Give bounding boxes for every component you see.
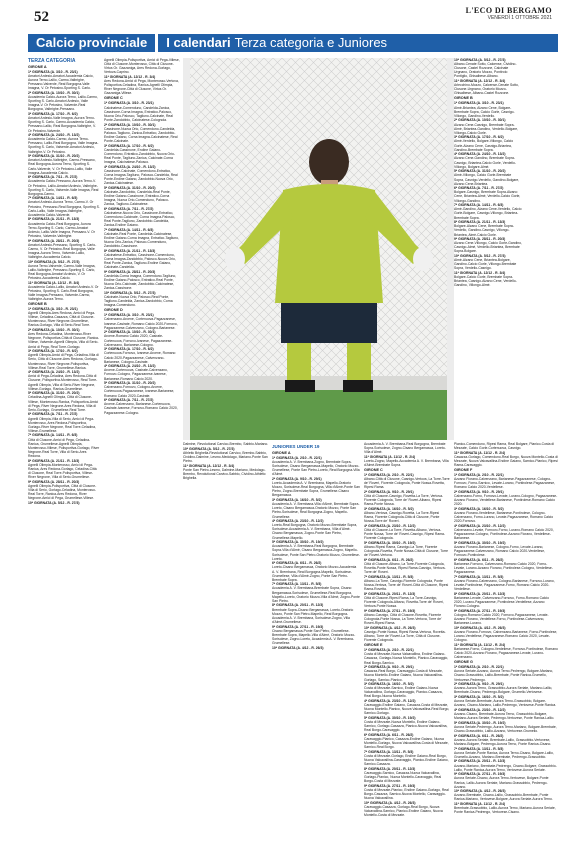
fixture-list: Arcene-Romano Calcio 2020, Casirate-Cortenuova, Fornovo-Ivanese, Pagazzanese-Calvenzano, Barianese-Cologno. (104, 334, 173, 347)
fixture-list: Amatori Ardesio-Valbrighe, Carmo-Pressano, Real Borgogna-Aurora Terno, Sporting S. Carlo-Valverde, V. Or Petosino-Lallio, Valle Imagna-Accademia Calcio. (28, 158, 96, 175)
fixture-list: Alzano Cene-Villongo, Calcio Gorle-Gandino, Casnigo-Almè, Verdello-Briantea, Brembate Sopra-Bolgare. (454, 241, 522, 254)
goalkeeper-photo (183, 58, 454, 440)
fixture-list: Almè-Alzano Cene, Briantea-Bolgare, Gandino-Calcio Gorle, Villongo-Brembate Sopra, Verdello-Casnigo. (454, 258, 517, 271)
fixture-list: Candelda-Cassinone, Endine Gaiano-Comenduno, Entratico-Zandobbio, Nuova Orio-Real Ponte, Tagliuno-Zanica, Calcinate-Corna Imagna, Calcinatese-Palosco. (104, 147, 176, 164)
fixture-list: Azzano Fiorano-Verdellese, Barianese-Pontirolese, Cologno-Calvenzano, Forno-Lurano, Levate-Pagazzanese, Romano Calcio 2020-Fornovo. (454, 511, 554, 524)
fixture-list: Calcinate-Real Ponte, Candelda-Calcinatese, Endine Gaiano-Corna Imagna, Entratico-Tagliuno, Nuova Orio-Zanica, Palosco-Comenduno, Zandobbio-Cassinone. (104, 231, 180, 249)
matchday-heading: 9ª GIORNATA (A. 28/11 - R. 20/3) (28, 238, 80, 243)
matchday-heading: 7ª GIORNATA (A. 14/11 - R. 6/3) (454, 203, 504, 208)
matchday-heading: 3ª GIORNATA (A. 16/10 - R. 5/2) (272, 498, 322, 503)
fixture-list: Athletic Brighella-Revolutional Carvico, Brembo-Sabbio, Cividino-Dalmine, Lesmo-Medolago, Mariano-Ponte San Pietro. (183, 450, 268, 463)
fixture-list: Città di Clusone-La Torre, Rovetta-Albano, Vertova-Ponte Nossa, Torre de' Roveri-Casnigo, Ripesi Rama-Fiorente Colognola. (364, 528, 446, 541)
matchday-heading: 10ª GIORNATA (A. 5/12 - R. 27/3) (28, 259, 80, 264)
column-4 (183, 442, 269, 572)
category-heading: JUNIORES UNDER 19 (272, 444, 320, 449)
matchday-heading: 3ª GIORNATA (A. 16/10 - R. 5/2) (364, 507, 414, 512)
matchday-heading: 2ª GIORNATA (A. 10/10 - R. 30/1) (104, 330, 156, 335)
matchday-heading: 3ª GIORNATA (A. 17/10 - R. 6/2) (28, 112, 78, 117)
matchday-heading: 10ª GIORNATA (A. 4/12 - R. 26/3) (364, 625, 416, 630)
fixture-list: Aurora Terno-Valverde, Carmo-Valle Imagna, Lallio-Valbrighe, Pressano-Sporting S. Carlo, Real Borgogna-Amatori Ardesio, V. Or Petosino-Accademia Calcio. (28, 263, 96, 280)
title-bold: I calendari (166, 35, 231, 50)
fixture-list: Costa di Mezzate-Sarnico, Endine Gaiano-Nuova Valcavallina, Gorlago-Caravaggio, Pianico-Casazza, Real Borgo-Nuova Montello. (364, 686, 443, 699)
fixture-list: Loreto-Cisano Bergamasca, Oratorio Mozzo-Accademia A. V. Brembana, Real Borgogna-Mapello, Sorisolese-Grumellese, Villa d'Almè-Zogno, Ponte San Pietro-Brembate Sopra. (272, 565, 357, 582)
fixture-list: Ponte San Pietro-Lesmo, Dalmine-Mariano, Medolago-Brembo, Revolutional Carvico-Sabbio, Cividino-Athletic Brighella. (183, 467, 266, 480)
fixture-list: Calvenzano-Levate, Fornovo-Forno, Lurano-Romano Calcio 2020, Pagazzanese-Cologno, Pontirolese-Azzano Fiorano, Verdellese-Barianese. (454, 528, 554, 541)
matchday-heading: 3ª GIORNATA (A. 16/10 - R. 5/2) (364, 682, 414, 687)
fixture-list: Pianico-Comenduno, Ripesi Rama, Real Bolgare, Pianico-Costa di Mezzate, Calcio Gorle-Cortenuova, Casnigo. (454, 442, 555, 451)
fixture-list: Caravaggio-Endine Gaiano, Casazza-Costa di Mezzate, Nuova Montello-Pianico, Nuova Valcavallina-Real Borgo, Sarnico-Gorlago. (364, 703, 450, 716)
matchday-heading: 4ª GIORNATA (A. 24/10 - R. 13/2) (28, 370, 80, 375)
matchday-heading: 4ª GIORNATA (A. 23/10 - R. 12/2) (364, 524, 416, 529)
matchday-heading: 6ª GIORNATA (A. 7/11 - R. 27/2) (28, 412, 78, 417)
fixture-list: Albano-Vertova, Casnigo-Rovetta, La Torre-Ripesi Rama, Fiorente Colognola-Città di Clusone, Ponte Nossa-Torre de' Roveri. (364, 511, 440, 524)
fixture-list: Arcene-Cortenuova, Casirate-Calvenzano, Fornovo-Cologno, Pagazzanese-Ivanese, Barianese-Romano Calcio 2020. (104, 368, 168, 381)
matchday-heading: 5ª GIORNATA (A. 30/10 - R. 19/2) (364, 716, 416, 721)
matchday-heading: 6ª GIORNATA (A. 6/11 - R. 26/2) (454, 733, 504, 738)
column-6-lower (364, 442, 450, 842)
fixture-list: Città di Clusone-Ripesi Rama, La Torre-Casnigo, Fiorente Colognola-Albano, Rovetta-Torre de' Roveri, Vertova-Ponte Nossa. (364, 596, 444, 609)
fixture-list: Albano-La Torre, Casnigo-Fiorente Colognola, Ponte Nossa-Vertova, Torre de' Roveri-Città di Clusone, Ripesi Rama-Rovetta. (364, 579, 449, 592)
fixture-list: Azzano-Mariano, Brembate-Pedrengo, Cisano-Bolgare, Grassobbio-Lallio, Ponte Ranica-Aurora Terno, Vertovese-Aurora Seriate. (454, 763, 557, 772)
fixture-list: Brembate-Grassobbio, Lallio-Aurora Terno, Mariano-Aurora Seriate, Ponte Ranica-Pedrengo, Vertovese-Cisano. (454, 806, 556, 815)
matchday-heading: 10ª GIORNATA (A. 4/12 - R. 26/3) (364, 800, 416, 805)
matchday-heading: 1ª GIORNATA (A. 2/10 - R. 22/1) (364, 648, 414, 653)
fixture-list: Calcinatese-Nuova Orio, Cassinone-Entratico, Comenduno-Calcinate, Corna Imagna-Palosco, Real Ponte-Tagliuno, Zandobbio-Candelda, Zanica-Endine Gaiano. (104, 210, 176, 228)
group-heading: GIRONE B (28, 302, 47, 307)
fixture-list: Aurora Seriate-Azzano, Aurora Terno-Pedrengo, Bolgare-Mariano, Cisano-Grassobbio, Lallio-Brembate, Ponte Ranica-Grumello, Vertovese-Pedrengo. (454, 669, 554, 682)
group-heading: GIRONE A (272, 451, 291, 455)
matchday-heading: 11ª GIORNATA (A. 11/12 - R. 2/4) (454, 642, 506, 647)
matchday-heading: 3ª GIORNATA (A. 17/10 - R. 6/2) (454, 135, 504, 140)
fixture-list: Città di Clusone-Casnigo, Rovetta-La Torre, Vertova-Fiorente Colognola, Torre de' Roveri-Albano, Ripesi Rama-Ponte Nossa. (364, 494, 444, 507)
fixture-list: Dalmine, Revolutional Carvico-Brembo, Sabbio-Mariano. (183, 442, 269, 446)
fixture-list: Azzano-Cisano, Brembate-Aurora Terno, Grassobbio-Bolgare, Mariano-Aurora Seriate, Pedrengo-Vertovese, Ponte Ranica-Lallio. (454, 712, 555, 721)
fixture-list: Agnelli Olimpia-Ares Redona, Amici di Pega-Villese, Celadina-Casazza, Città di Clusone-Monterosso, River Negrone-Grumellese, Ranica-Gorlago, Villa di Serio-Real Torre. (28, 311, 96, 328)
matchday-heading: 9ª GIORNATA (A. 27/11 - R. 19/3) (454, 772, 506, 777)
matchday-heading: 8ª GIORNATA (A. 20/11 - R. 12/3) (272, 603, 324, 608)
fixture-list: Città di Clusone-Amici di Pega, Celadina-Ranica, Grumellese-Agnelli Olimpia, Monterosso-Villese, Polisportiva-Gorlago, River Negrone-Real Torre, Villa di Serio-Ares Redona. (28, 437, 100, 458)
fixture-list: Agnelli Olimpia-Amici di Pega, Celadina-Villa di Serio, Città di Clusone-Ares Redona, Gorlago-Monterosso, River Negrone-Polisportiva, Villese-Real Torre, Grumellese-Ranica. (28, 353, 99, 370)
matchday-heading: 9ª GIORNATA (A. 27/11 - R. 19/3) (364, 608, 416, 613)
fixture-list: Albano-Cenate Sotto, Calcense, Cividino-Clusone, Castel Rozzone, Calcinate Urgnano, Oratorio Mozzo, Pontirolo Pontiglio, Ghisalbese-Albano. (454, 62, 517, 79)
fixture-list: Aurora Seriate-Pedrengo, Aurora Terno-Mariano, Bolgare-Brembate, Cisano-Grassobbio, Lallio-Azzano, Vertovese-Grumello. (454, 724, 557, 733)
matchday-heading: 2ª GIORNATA (A. 9/10 - R. 29/1) (454, 490, 504, 495)
group-heading: GIRONE G (454, 660, 473, 665)
fixture-list: Accademia A. V. Brembana-Real Borgogna, Brembate Sopra-Sorisolese, Zogno-Cisano Bergamasca, Loreto-Villa d'Almè. (364, 442, 446, 455)
matchday-heading: 4ª GIORNATA (A. 23/10 - R. 12/2) (454, 707, 506, 712)
group-heading: GIRONE C (104, 96, 123, 101)
page-number: 52 (34, 9, 49, 25)
fixture-list: Accademia Calcio-Aurora Terno, Lallio-Carmo, Sporting S. Carlo-Amatori Ardesio, Valle Imagna-V. Or Petosino, Valverde-Real Borgogna, Valbrighe-Pressano. (28, 95, 98, 112)
fixture-list: Agnelli Olimpia-Polisportiva, Amici di Pega-Villese, Città di Clusone-Monterosso, Città di Clusone-Virtus Or. Gazzaniga, Ares Redona-Gorlago, Vertova-Caprino. (104, 58, 180, 75)
matchday-heading: 9ª GIORNATA (A. 27/11 - R. 19/3) (454, 608, 506, 613)
matchday-heading: 2ª GIORNATA (A. 9/10 - R. 29/1) (454, 682, 504, 687)
matchday-heading: 4ª GIORNATA (A. 24/10 - R. 13/2) (28, 133, 80, 138)
section-banner (28, 34, 558, 52)
section-name: Calcio provinciale (28, 34, 155, 52)
group-heading: GIRONE B (454, 96, 473, 101)
fixture-list: Aurora Seriate-Ponte Ranica, Aurora Terno-Cisano, Bolgare-Lallio, Grumello-Azzano, Mariano-Brembate, Pedrengo-Grassobbio. (454, 750, 554, 759)
matchday-heading: 1ª GIORNATA (A. 3/10 - R. 23/1) (104, 313, 154, 318)
fixture-list: Costa di Mezzate-Pianico, Endine Gaiano-Gorlago, Real Borgo-Casazza, Sarnico-Nuova Montello, Caravaggio-Nuova Valcavallina. (364, 788, 449, 801)
matchday-heading: 7ª GIORNATA (A. 13/11 - R. 5/3) (364, 574, 414, 579)
matchday-heading: 5ª GIORNATA (A. 31/10 - R. 20/2) (28, 391, 80, 396)
fixture-list: Amatori Ardesio-Valle Imagna, Aurora Terno-Sporting S. Carlo, Carmo-Accademia Calcio, Pressano-Lallio, Real Borgogna-Valbrighe, V. Or Petosino-Valverde. (28, 116, 96, 133)
fixture-list: Casazza-Real Borgo, Caravaggio-Costa di Mezzate, Nuova Montello-Endine Gaiano, Nuova Valcavallina-Gorlago, Sarnico-Pianico. (364, 669, 443, 682)
category-heading: TERZA CATEGORIA (28, 58, 76, 64)
matchday-heading: 5ª GIORNATA (A. 30/10 - R. 19/2) (454, 541, 506, 546)
fixture-list: Celadina-Agnelli Olimpia, Città di Clusone-Villese, Monterosso-Ranica, Polisportiva-Amici di Pega, River Negrone-Ares Redona, Villa di Serio-Gorlago, Grumellese-Real Torre. (28, 395, 99, 412)
fixture-list: Arlecchino-Mozzo, Calcense-Cenate Sotto, Clusone-Urgnano, Oratorio Mozzo-Ghisalbese, Albano-Castel Rozzone. (454, 83, 519, 96)
matchday-heading: 10ª GIORNATA (A. 5/12 - R. 27/3) (454, 254, 506, 259)
fixture-list: Ares Redona-Amici di Pega, Monterosso-Vertova, Polisportiva-Celadina, Ranica-Agnelli Olimpia, River Negrone-Città di Clusone, Virtus Or. Gazzaniga-Villese. (104, 79, 179, 96)
matchday-heading: 3ª GIORNATA (A. 16/10 - R. 5/2) (454, 695, 504, 700)
fixture-list: Almè-Verdello, Bolgare-Villongo, Calcio Gorle-Alzano Cene, Casnigo-Briantea, Gandino-Brembate Sopra. (454, 139, 514, 152)
fixture-list: Alzano Cene-Casnigo, Brembate Sopra-Almè, Briantea-Gandino, Verdello-Bolgare, Villongo-Calcio Gorle. (454, 122, 519, 135)
title-light: Terza categoria e Juniores (234, 35, 388, 50)
fixture-list: Barianese-Forno, Cologno-Verdellese, Fornovo-Pontirolese, Romano Calcio 2020-Azzano Fiorano, Pagazzanese-Levate, Lurano-Calvenzano. (454, 646, 558, 660)
matchday-heading: 4ª GIORNATA (A. 24/10 - R. 13/2) (104, 364, 156, 369)
matchday-heading: 4ª GIORNATA (A. 24/10 - R. 13/2) (104, 164, 156, 169)
matchday-heading: 9ª GIORNATA (A. 28/11 - R. 20/3) (454, 237, 506, 242)
matchday-heading: 6ª GIORNATA (A. 7/11 - R. 27/2) (104, 206, 154, 211)
fixture-list: Calvenzano-Forno, Fornovo-Levate, Lurano-Cologno, Pagazzanese-Azzano Fiorano, Verdellese-Barianese, Pontirolese-Romano Calcio 2020. (454, 494, 558, 507)
fixture-list: Casazza-Gorlago, Comenduno-Real Borgo, Nuova Montello-Costa di Mezzate, Nuova Valcavallina-Endine Gaiano, Sarnico-Pianico, Ripesi Rama-Caravaggio. (454, 454, 558, 468)
matchday-heading: 6ª GIORNATA (A. 6/11 - R. 26/2) (364, 733, 414, 738)
fixture-list: Accademia Calcio-Carmo, Aurora Terno-Pressano, Lallio-Real Borgogna, Valle Imagna-Sporting S. Carlo, Valverde-Amatori Ardesio, Valbrighe-V. Or Petosino. (28, 137, 99, 154)
column-1 (28, 58, 100, 843)
fixture-list: Accademia Calcio-Lallio, Amatori Ardesio-V. Or Petosino, Sporting S. Carlo-Real Borgogna, Valle Imagna-Pressano, Valverde-Carmo, Valbrighe-Aurora Terno. (28, 284, 99, 301)
fixture-list: Accademia Calcio-Real Borgogna, Aurora Terno-Sporting S. Carlo, Carmo-Amatori Ardesio, Lallio-Valle Imagna, Pressano-V. Or Petosino, Valverde-Valbrighe. (28, 221, 95, 238)
fixture-list: Almè-Briantea, Alzano Cene, Bolgare-Brembate Sopra, Calcio Gorle, Casnigo-Villongo, Gandino-Verdello. (454, 105, 515, 118)
matchday-heading: 9ª GIORNATA (A. 27/11 - R. 19/3) (272, 624, 324, 629)
fixture-list: Calcinatese-Comenduno, Candelda-Zanica, Cassinone-Corna Imagna, Entratico-Palosco, Nuova Orio-Palosco, Tagliuno-Calcinate, Real Ponte-Zandobbio, Calcinatese-Colognola. (104, 105, 173, 122)
fixture-list: Barianese-Fornovo, Calvenzano-Romano Calcio 2020, Forno-Levate, Lurano-Azzano Fiorano, Pontirolese-Cologno, Verdellese-Pagazzanese. (454, 562, 553, 575)
matchday-heading: 3ª GIORNATA (A. 17/10 - R. 6/2) (104, 143, 154, 148)
fixture-list: Azzano-Aurora Seriate, Brembate-Lallio, Grassobbio-Vertovese, Mariano-Bolgare, Pedrengo-Aurora Terno, Ponte Ranica-Cisano. (454, 737, 552, 746)
matchday-heading: 2ª GIORNATA (A. 10/10 - R. 30/1) (104, 122, 156, 127)
fixture-list: Azzano Fiorano-Barianese, Cologno-Forno, Levate-Lurano, Pagazzanese-Calvenzano, Romano Calcio 2020-Verdellese, Fornovo-Pontirolese. (454, 545, 546, 558)
matchday-heading: 5ª GIORNATA (A. 31/10 - R. 20/2) (454, 169, 506, 174)
fixture-list: Amici di Pega-Celadina, Ares Redona-Città di Clusone, Polisportiva-Monterosso, Real Torre-Agnelli Olimpia, Villa di Serio-River Negrone, Villese-Gorlago, Ranica-Grumellese. (28, 374, 98, 391)
matchday-heading: 6ª GIORNATA (A. 6/11 - R. 26/2) (272, 561, 322, 566)
matchday-heading: 5ª GIORNATA (A. 30/10 - R. 19/2) (364, 541, 416, 546)
fixture-list: Accademia Calcio-Pressano, Aurora Terno-V. Or Petosino, Lallio-Amatori Ardesio, Valbrighe-Sporting S. Carlo, Valverde-Valle Imagna, Real Borgogna-Carmo. (28, 179, 99, 196)
fixture-list: Arcene-Calvenzano, Barianese-Cortenuova, Casirate-Ivanese, Fornovo-Romano Calcio 2020, Pagazzanese-Cologno. (104, 402, 178, 415)
group-heading: GIRONE D (104, 308, 123, 313)
matchday-heading: 5ª GIORNATA (A. 30/10 - R. 19/2) (272, 540, 324, 545)
matchday-heading: 1ª GIORNATA (A. 2/10 - R. 22/1) (454, 665, 504, 670)
fixture-list: Agnelli Olimpia-Monterosso, Amici di Pega-Ranica, Ares Redona-Gorlago, Celadina-Città di Clusone, Real Torre-Polisportiva, Villese-River Negrone, Villa di Serio-Grumellese. (28, 462, 97, 479)
matchday-heading: 10ª GIORNATA (A. 5/12 - R. 27/3) (104, 291, 156, 295)
fixture-list: Accademia A. V. Brembana-Villa d'Almè, Brembate Sopra-Loreto, Cisano Bergamasca-Oratorio Mozzo, Ponte San Pietro-Sorisolese, Real Borgogna-Zogno, Mapello-Grumellese. (272, 502, 360, 519)
matchday-heading: 7ª GIORNATA (A. 13/11 - R. 5/3) (364, 750, 414, 755)
page-header (0, 0, 580, 34)
matchday-heading: 10ª GIORNATA (A. 5/12 - R. 27/3) (454, 58, 506, 62)
matchday-heading: 9ª GIORNATA (A. 28/11 - R. 20/3) (104, 269, 156, 274)
matchday-heading: 2ª GIORNATA (A. 9/10 - R. 29/1) (364, 665, 414, 670)
matchday-heading: 8ª GIORNATA (A. 21/11 - R. 13/3) (28, 458, 80, 463)
fixture-list: Azzano-Aurora Terno, Grassobbio-Aurora Seriate, Mariano-Lallio, Brembate-Cisano, Pedrengo-Bolgare, Grumello-Vertovese. (454, 686, 553, 695)
fixture-list: Caravaggio-Sarnico, Casazza-Nuova Valcavallina, Gorlago-Pianico, Nuova Montello-Caravaggio, Real Borgo-Costa di Mezzate. (364, 771, 442, 784)
matchday-heading: 2ª GIORNATA (A. 9/10 - R. 29/1) (364, 490, 414, 495)
fixture-list: Amatori Ardesio-Amatori Accademia Calcio, Aurora Terno-Lallio, Carmo-Valbrighe, Pressano-Valverde, Real Borgogna-Valle Imagna, V. Or Petosino-Sporting S. Carlo. (28, 74, 94, 91)
fixture-list: Cortenuova-Fornovo, Ivanese-Arcene, Romano Calcio 2020-Pagazzanese, Calvenzano-Barianese, Cologno-Casirate. (104, 351, 176, 364)
matchday-heading: 11ª GIORNATA (A. 11/12 - R. 2/4) (454, 802, 506, 807)
fixture-list: Loreto-Accademia A. V. Brembana, Mapello-Oratorio Mozzo, Sorisolese-Real Borgogna, Villa d'Almè-Ponte San Pietro, Zogno-Brembate Sopra, Grumellese-Cisano Bergamasca. (272, 481, 360, 498)
matchday-heading: 11ª GIORNATA (A. 11/12 - R. 2/4) (364, 454, 416, 459)
goalkeeper-photo-icon (183, 58, 454, 440)
fixture-list: Costa di Mezzate-Nuova Montello, Endine Gaiano-Sarnico, Gorlago-Casazza, Pianico-Nuova Valcavallina, Real Borgo-Caravaggio. (364, 720, 448, 733)
matchday-heading: 10ª GIORNATA (A. 4/12 - R. 26/3) (454, 789, 506, 794)
matchday-heading: 11ª GIORNATA (A. 12/12 - R. 3/4) (183, 463, 235, 468)
fixture-list: Ares Redona-Celadina, Monterosso-River Negrone, Polisportiva-Città di Clusone, Ranica-Villese, Valverde-Agnelli Olimpia, Villa di Serio-Amici di Pega, Real Torre-Gorlago. (28, 332, 100, 349)
fixture-list: Casnigo-Ponte Nossa, Ripesi Rama-Vertova, Rovetta-Albano, Torre de' Roveri-La Torre, Città di Clusone-Fiorente Colognola. (364, 629, 446, 643)
matchday-heading: 8ª GIORNATA (A. 21/11 - R. 13/3) (104, 248, 156, 253)
fixture-list: Albano-Ripesi Rama, Casnigo-La Torre, Fiorente Colognola-Rovetta, Ponte Nossa-Città di Clusone, Torre de' Roveri-Vertova. (364, 545, 448, 558)
fixture-list: Candelda-Corna Imagna, Comenduno-Tagliuno, Endine Gaiano-Palosco, Entratico-Real Ponte, Nuova Orio-Calcinate, Zandobbio-Calcinatese, Zanica-Cassinone. (104, 274, 177, 291)
matchday-heading: 6ª GIORNATA (A. 6/11 - R. 26/2) (364, 558, 414, 562)
matchday-heading: 10ª GIORNATA (A. 4/12 - R. 26/3) (272, 645, 324, 650)
matchday-heading: 7ª GIORNATA (A. 13/11 - R. 5/3) (454, 574, 504, 579)
fixture-list: Azzano-Brembate, Cisano-Lallio, Grassobbio-Brembate, Ponte Ranica-Mariano, Vertovese-Bolgare, Aurora Seriate-Aurora Terno. (454, 793, 553, 802)
issue-date: VENERDÌ 1 OTTOBRE 2021 (487, 15, 552, 21)
column-7-lower (454, 442, 558, 842)
matchday-heading: 7ª GIORNATA (A. 13/11 - R. 5/3) (454, 746, 504, 751)
matchday-heading: 7ª GIORNATA (A. 13/11 - R. 5/3) (272, 582, 322, 587)
matchday-heading: 2ª GIORNATA (A. 10/10 - R. 30/1) (28, 91, 80, 96)
matchday-heading: 11ª GIORNATA (A. 12/12 - R. 3/4) (28, 280, 80, 285)
matchday-heading: 1ª GIORNATA (A. 2/10 - R. 22/1) (364, 473, 414, 478)
matchday-heading: 4ª GIORNATA (A. 23/10 - R. 12/2) (272, 519, 324, 524)
fixture-list: Azzano Fiorano-Fornovo, Calvenzano-Barianese, Forno-Pontirolese, Lurano-Verdellese, Pagazzanese-Romano Calcio 2020, Levate-Cologno. (454, 629, 558, 643)
matchday-heading: 1ª GIORNATA (A. 3/10 - R. 23/1) (28, 70, 78, 74)
fixture-list: Cologno-Romano Calcio 2020, Fornovo-Pagazzanese, Levate-Azzano Fiorano, Verdellese-Forno, Pontirolese-Calvenzano, Barianese-Lurano. (454, 613, 549, 626)
fixture-list: Brembate Sopra-Cisano Bergamasca, Loreto-Oratorio Mozzo, Ponte San Pietro-Mapello, Real Borgogna-Accademia A. V. Brembana, Sorisolese-Zogno, Villa d'Almè-Grumellese. (272, 607, 354, 624)
fixture-list: Aurora Seriate-Brembate, Aurora Terno-Grassobbio, Bolgare-Azzano, Cisano-Mariano, Lallio-Pedrengo, Vertovese-Ponte Ranica. (454, 699, 557, 708)
fixture-list: Accademia A. V. Brembana-Zogno, Brembate Sopra-Sorisolese, Cisano Bergamasca-Mapello, Oratorio Mozzo-Grumellese, Ponte San Pietro-Loreto, Real Borgogna-Villa d'Almè. (272, 460, 360, 477)
matchday-heading: 9ª GIORNATA (A. 28/11 - R. 20/3) (28, 479, 80, 484)
matchday-heading: 5ª GIORNATA (A. 31/10 - R. 20/2) (104, 381, 156, 386)
matchday-heading: 1ª GIORNATA (A. 3/10 - R. 23/1) (28, 307, 78, 312)
fixture-list: Bolgare-Calcio Gorle, Brembate Sopra-Briantea, Casnigo-Alzano Cene, Verdello-Gandino, Villongo-Almè. (454, 275, 517, 288)
fixture-list: Accademia A. V. Brembana-Real Borgogna, Brembate Sopra-Villa d'Almè, Cisano Bergamasca-Zogno, Mapello-Sorisolese, Ponte San Pietro-Oratorio Mozzo, Grumellese-Loreto. (272, 544, 360, 561)
matchday-heading: 1ª GIORNATA (A. 3/10 - R. 23/1) (454, 101, 504, 106)
matchday-heading: 8ª GIORNATA (A. 20/11 - R. 12/3) (454, 759, 506, 764)
matchday-heading: 5ª GIORNATA (A. 31/10 - R. 20/2) (104, 185, 156, 190)
fixture-list: Alzano Cene-Gandino, Brembate Sopra-Casnigo, Briantea-Calcio Gorle, Verdello-Villongo, Bolgare-Almè. (454, 156, 517, 169)
fixture-list: Almè-Gandino, Alzano Cene-Verdello, Calcio Gorle-Bolgare, Casnigo-Villongo, Briantea-Brembate Sopra. (454, 207, 522, 220)
fixture-list: Calvenzano-Fornovo, Cologno-Arcene, Cortenuova-Pagazzanese, Ivanese-Barianese, Romano Calcio 2020-Casirate. (104, 385, 175, 398)
matchday-heading: 8ª GIORNATA (A. 20/11 - R. 12/3) (454, 591, 506, 596)
matchday-heading: 5ª GIORNATA (A. 31/10 - R. 20/2) (28, 154, 80, 159)
matchday-heading: 10ª GIORNATA (A. 5/12 - R. 27/3) (28, 500, 80, 505)
matchday-heading: 8ª GIORNATA (A. 20/11 - R. 12/3) (364, 591, 416, 596)
matchday-heading: 5ª GIORNATA (A. 30/10 - R. 19/2) (454, 720, 506, 725)
section-title (158, 34, 558, 52)
fixture-list: Bolgare-Casnigo, Brembate Sopra-Alzano Cene, Briantea-Almè, Verdello-Calcio Gorle, Villongo-Gandino. (454, 190, 521, 203)
matchday-heading: 3ª GIORNATA (A. 16/10 - R. 5/2) (454, 507, 504, 512)
matchday-heading: 7ª GIORNATA (A. 14/11 - R. 6/3) (104, 227, 154, 232)
newspaper-name: L'ECO DI BERGAMO (465, 6, 552, 15)
matchday-heading: 4ª GIORNATA (A. 23/10 - R. 12/2) (364, 699, 416, 704)
fixture-list: Agnelli Olimpia-Villa di Serio, Amici di Pega-Monterosso, Ares Redona-Polisportiva, Gorlago-River Negrone, Real Torre-Celadina, Villese-Grumellese. (28, 416, 96, 433)
fixture-list: Cisano Bergamasca-Ponte San Pietro, Grumellese-Brembate Sopra, Mapello-Villa d'Almè, Oratorio Mozzo-Sorisolese, Zogno-Loreto, Accademia A. V. Brembana-Grumellese. (272, 628, 356, 645)
group-heading: GIRONE C (364, 468, 383, 473)
matchday-heading: 4ª GIORNATA (A. 23/10 - R. 12/2) (454, 524, 506, 529)
matchday-heading: 7ª GIORNATA (A. 14/11 - R. 6/3) (28, 433, 78, 438)
matchday-heading: 7ª GIORNATA (A. 14/11 - R. 6/3) (28, 196, 78, 201)
fixture-list: Cassinone-Nuova Orio, Comenduno-Candelda, Palosco-Tagliuno, Zanica-Entratico, Zandobbio-Endine Gaiano, Corna Imagna-Calcinatese, Real Ponte-Calcinate. (104, 126, 178, 143)
matchday-heading: 6ª GIORNATA (A. 7/11 - R. 27/2) (104, 398, 154, 403)
fixture-list: Calcinate-Zandobbio, Candelda-Real Ponte, Endine Gaiano-Cassinone, Entratico-Corna Imagna, Nuova Orio-Comenduno, Palosco-Zanica, Tagliuno-Calcinatese. (104, 189, 171, 207)
column-2 (104, 58, 180, 843)
fixture-list: Cassinone-Calcinate, Comenduno-Entratico, Corna Imagna-Tagliuno, Palosco-Candelda, Real Ponte-Endine Gaiano, Zandobbio-Nuova Orio, Zanica-Calcinatese. (104, 168, 178, 185)
matchday-heading: 11ª GIORNATA (A. 12/12 - R. 3/4) (454, 271, 506, 276)
column-3 (454, 58, 522, 438)
masthead (466, 6, 552, 21)
fixture-list: Città di Clusone-Albano, La Torre-Fiorente Colognola, Rovetta-Ponte Nossa, Ripesi Rama-Casnigo, Vertova-Torre de' Roveri. (364, 562, 446, 575)
fixture-list: Albano-Città di Clusone, Casnigo-Vertova, La Torre-Torre de' Roveri, Fiorente Colognola, Ponte Nossa-Rovetta, Ripesi Rama. (364, 477, 450, 490)
fixture-list: Accademia A. V. Brembana-Brembate Sopra, Cisano Bergamasca-Sorisolese, Grumellese-Real Borgogna, Mapello-Loreto, Oratorio Mozzo-Villa d'Almè, Zogno-Ponte San Pietro. (272, 586, 360, 603)
fixture-list: Caravaggio-Casazza, Gorlago-Real Borgo, Nuova Valcavallina-Sarnico, Pianico-Endine Gaiano, Nuova Montello-Costa di Mezzate. (364, 805, 443, 818)
matchday-heading: 6ª GIORNATA (A. 7/11 - R. 27/2) (454, 186, 504, 191)
fixture-list: Calcinatese-Entratico, Cassinone-Comenduno, Corna Imagna-Zandobbio, Palosco-Nuova Orio, Real Ponte-Zanica, Tagliuno-Endine Gaiano, Calcinate-Candelda. (104, 252, 176, 270)
matchday-heading: 4ª GIORNATA (A. 24/10 - R. 13/2) (454, 152, 506, 157)
matchday-heading: 8ª GIORNATA (A. 21/11 - R. 13/3) (454, 220, 506, 225)
fixture-list: Calcinate-Nuova Orio, Palosco-Real Ponte, Tagliuno-Candelda, Zanica-Zandobbio, Corna Imagna-Comenduno. (104, 295, 173, 308)
column-5 (272, 442, 360, 842)
matchday-heading: 2ª GIORNATA (A. 10/10 - R. 30/1) (28, 328, 80, 333)
matchday-heading: 3ª GIORNATA (A. 17/10 - R. 6/2) (104, 347, 154, 352)
fixture-list: Costa di Mezzate-Nuova Valcavallina, Endine Gaiano-Casazza, Gorlago-Nuova Montello, Pianico-Caravaggio, Real Borgo-Sarnico. (364, 652, 449, 665)
group-heading: GIRONE A (28, 65, 47, 69)
matchday-heading: 3ª GIORNATA (A. 17/10 - R. 6/2) (28, 349, 78, 354)
matchday-heading: 8ª GIORNATA (A. 21/11 - R. 13/3) (28, 217, 80, 222)
matchday-heading: 1ª GIORNATA (A. 2/10 - R. 22/1) (454, 473, 504, 478)
fixture-list: Caravaggio-Pianico, Casazza-Endine Gaiano, Nuova Montello-Gorlago, Nuova Valcavallina-Costa di Mezzate, Sarnico-Real Borgo. (364, 737, 449, 750)
group-heading: GIRONE F (454, 468, 473, 473)
matchday-heading: 1ª GIORNATA (A. 2/10 - R. 22/1) (272, 456, 322, 460)
fixture-list: Barianese-Levate, Calvenzano-Fornovo, Forno-Romano Calcio 2020, Lurano-Pagazzanese, Pontirolese-Verdellese, Azzano Fiorano-Cologno. (454, 596, 549, 609)
fixture-list: Loreto-Real Borgogna, Oratorio Mozzo-Brembate Sopra, Sorisolese-Accademia A. V. Brembana, Villa d'Almè-Cisano Bergamasca, Zogno-Ponte San Pietro, Grumellese-Mapello. (272, 523, 358, 540)
fixture-list: Bolgare-Alzano Cene, Brembate Sopra-Verdello, Gandino-Casnigo, Villongo-Briantea, Almè-Calcio Gorle. (454, 224, 514, 237)
matchday-heading: 8ª GIORNATA (A. 20/11 - R. 12/3) (364, 767, 416, 772)
fixture-list: Aurora Seriate-Cisano, Aurora Terno-Vertovese, Bolgare-Ponte Ranica, Lallio-Aurora Seriate, Mariano-Grassobbio, Pedrengo-Azzano. (454, 776, 549, 789)
fixture-list: Amatori Ardesio-Pressano, Sporting S. Carlo-Carmo, V. Or Petosino-Real Borgogna, Valle Imagna-Aurora Terno, Valverde-Lallio, Valbrighe-Accademia Calcio. (28, 242, 97, 259)
matchday-heading: 9ª GIORNATA (A. 27/11 - R. 19/3) (364, 784, 416, 788)
matchday-heading: 10ª GIORNATA (A. 4/12 - R. 26/3) (454, 625, 506, 630)
fixture-list: Azzano Fiorano-Calvenzano, Barianese-Pagazzanese, Cologno-Fornovo, Forno-Sarnico, Levate-Lurano, Pontirolese-Pagazzanese, Romano Calcio 2020-Verdellese. (454, 477, 556, 490)
fixture-list: Amatori Ardesio-Aurora Terno, Carmo-V. Or Petosino, Pressano-Real Borgogna, Sporting S. Carlo-Lallio, Valle Imagna-Valbrighe, Accademia Calcio-Valverde. (28, 200, 100, 217)
matchday-heading: 10ª GIORNATA (A. 5/12 - R. 27/3) (183, 446, 235, 451)
matchday-heading: 6ª GIORNATA (A. 6/11 - R. 26/2) (454, 558, 504, 562)
matchday-heading: 11ª GIORNATA (A. 12/12 - R. 3/4) (454, 79, 506, 84)
fixture-list: Agnelli Olimpia-Polisportiva, Città di Clusone-Villa di Serio, Gorlago-Celadina, Monterosso-Real Torre, Ranica-Ares Redona, River Negrone-Amici di Pega, Grumellese-Villese. (28, 483, 97, 501)
matchday-heading: 2ª GIORNATA (A. 10/10 - R. 30/1) (454, 118, 506, 123)
fixture-list: Albano-Casnigo, Città di Clusone-Rovetta, Fiorente Colognola-Ponte Nossa, La Torre-Vertova, Torre de' Roveri-Ripesi Rama. (364, 613, 442, 626)
fixture-list: Loreto-Zogno, Mapello-Accademia A. V. Brembana, Villa d'Almè-Brembate Sopra. (364, 458, 449, 468)
matchday-heading: 11ª GIORNATA (A. 12/12 - R. 3/4) (104, 74, 156, 79)
fixture-list: Almè-Villongo, Calcio Gorle-Brembate Sopra, Casnigo-Verdello, Gandino-Bolgare, Alzano Cene-Briantea. (454, 173, 520, 186)
group-heading: GIRONE E (364, 643, 383, 648)
fixture-list: Costa di Mezzate-Gorlago, Endine Gaiano-Real Borgo, Nuova Valcavallina-Caravaggio, Pianico-Endine Gaiano, Sarnico-Casazza. (364, 754, 449, 767)
fixture-list: Azzano Fiorano-Calvenzano, Cologno-Barianese, Fornovo-Lurano, Levate-Pontirolese, Pagazzanese-Forno, Romano Calcio 2020-Verdellese. (454, 579, 555, 592)
matchday-heading: 1ª GIORNATA (A. 3/10 - R. 23/1) (104, 101, 154, 106)
matchday-heading: 2ª GIORNATA (A. 9/10 - R. 29/1) (272, 477, 322, 482)
matchday-heading: 11ª GIORNATA (A. 11/12 - R. 2/4) (454, 450, 506, 455)
matchday-heading: 6ª GIORNATA (A. 7/11 - R. 27/2) (28, 175, 78, 180)
fixture-list: Calvenzano-Arcene, Cortenuova-Pagazzanese, Ivanese-Casirate, Romano Calcio 2020-Fornovo, Pagazzanese-Calvenzano, Cologno-Barianese. (104, 317, 178, 330)
